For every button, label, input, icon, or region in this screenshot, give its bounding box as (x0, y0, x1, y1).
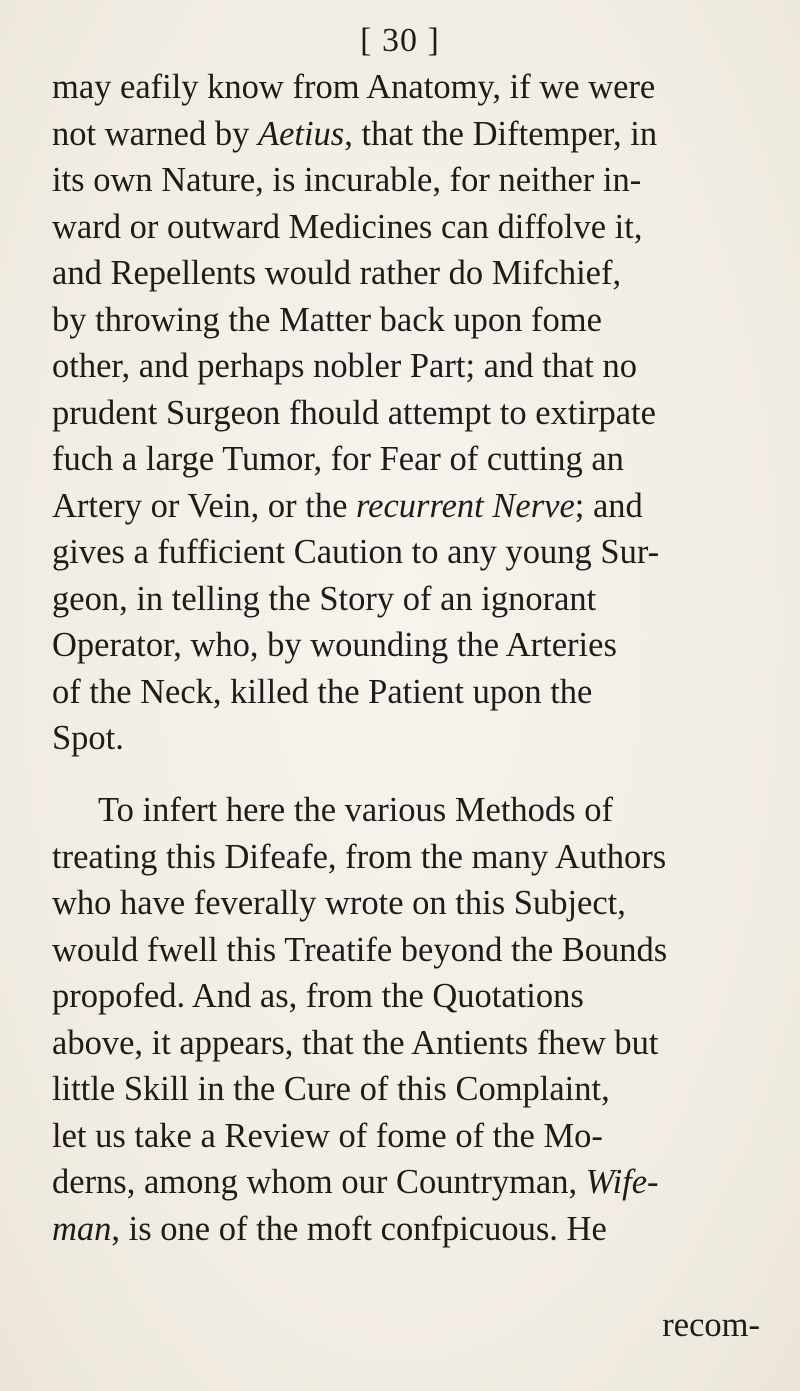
text-line: by throwing the Matter back upon fome (52, 300, 602, 339)
text-line: Artery or Vein, or the recurrent Nerve; and (52, 486, 643, 525)
paragraph-1 (52, 64, 764, 762)
paragraph-2 (52, 787, 764, 1252)
text-line: man, is one of the moft confpicuous. He (52, 1209, 607, 1248)
text-line: other, and perhaps nobler Part; and that no (52, 347, 637, 385)
page-number-header: [ 30 ] (360, 22, 440, 59)
text-line: little Skill in the Cure of this Complaint, (52, 1070, 610, 1108)
text-line: above, it appears, that the Antients fhew but (52, 1023, 659, 1062)
text-line: ward or outward Medicines can diffolve it, (52, 207, 643, 246)
text-line: let us take a Review of fome of the Mo- (52, 1116, 603, 1155)
text-line: who have feverally wrote on this Subject, (52, 884, 626, 922)
text-line: not warned by Aetius, that the Diftemper, in (52, 114, 658, 153)
text-line: derns, among whom our Countryman, Wife- (52, 1163, 659, 1201)
text-line: geon, in telling the Story of an ignorant (52, 579, 597, 618)
text-line: prudent Surgeon fhould attempt to extirpate (52, 393, 656, 432)
text-line: treating this Difeafe, from the many Authors (52, 837, 667, 876)
text-line: its own Nature, is incurable, for neither in- (52, 161, 642, 199)
text-line: and Repellents would rather do Mifchief, (52, 254, 622, 292)
text-line: gives a fufficient Caution to any young Sur- (52, 533, 660, 571)
catchword: recom- (662, 1306, 760, 1344)
text-line: would fwell this Treatife beyond the Bounds (52, 930, 668, 969)
text-line: may eafily know from Anatomy, if we were (52, 68, 656, 106)
text-line: Spot. (52, 719, 124, 757)
text-line: Operator, who, by wounding the Arteries (52, 626, 617, 664)
text-line: propofed. And as, from the Quotations (52, 977, 584, 1015)
text-line: of the Neck, killed the Patient upon the (52, 672, 593, 711)
text-line: To infert here the various Methods of (98, 791, 613, 829)
text-line: fuch a large Tumor, for Fear of cutting an (52, 440, 624, 478)
